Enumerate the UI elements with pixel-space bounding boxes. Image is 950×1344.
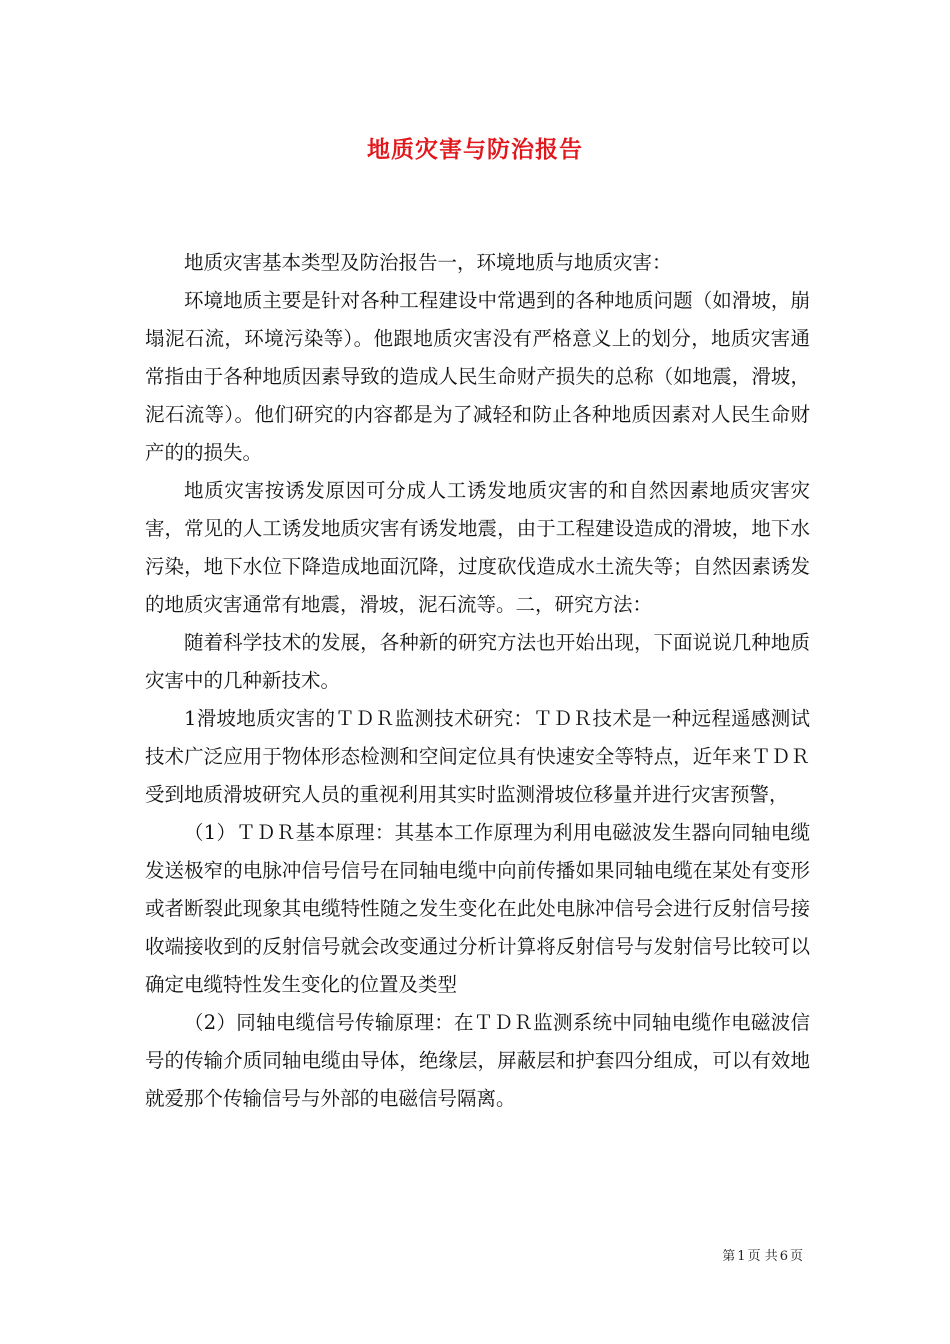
paragraph-tdr-principle: （1）ＴＤＲ基本原理：其基本工作原理为利用电磁波发生器向同轴电缆发送极窄的电脉冲信号信号在同轴电缆中向前传播如果同轴电缆在某处有变形或者断裂此现象其电缆特性随之发生变化在此处电脉冲信号会进行反射信号接收端接收到的反射信号就会改变通过分析计算将反射信号与发射信号比较可以确定电缆特性发生变化的位置及类型 bbox=[145, 821, 810, 996]
total-pages: 6 bbox=[779, 1249, 788, 1264]
paragraph-intro: 地质灾害基本类型及防治报告一，环境地质与地质灾害： bbox=[184, 251, 672, 274]
page-footer bbox=[721, 1248, 804, 1266]
page-middle: 页 共 bbox=[747, 1249, 778, 1264]
paragraph-hazard-types: 地质灾害按诱发原因可分成人工诱发地质灾害的和自然因素地质灾害灾害，常见的人工诱发地质灾害有诱发地震，由于工程建设造成的滑坡，地下水污染，地下水位下降造成地面沉降，过度砍伐造成水土流失等；自然因素诱发的地质灾害通常有地震，滑坡，泥石流等。二，研究方法： bbox=[145, 479, 810, 616]
page-prefix: 第 bbox=[722, 1249, 736, 1264]
page-number: 1 bbox=[737, 1249, 746, 1264]
paragraph-tdr-overview: 1滑坡地质灾害的ＴＤＲ监测技术研究：ＴＤＲ技术是一种远程遥感测试技术广泛应用于物体形态检测和空间定位具有快速安全等特点，近年来ＴＤＲ受到地质滑坡研究人员的重视利用其实时监测滑坡位移量并进行灾害预警， bbox=[145, 707, 810, 806]
document-body bbox=[145, 244, 810, 1118]
document-title: 地质灾害与防治报告 bbox=[367, 136, 583, 163]
page-suffix: 页 bbox=[789, 1249, 803, 1264]
paragraph-new-methods: 随着科学技术的发展，各种新的研究方法也开始出现，下面说说几种地质灾害中的几种新技术。 bbox=[145, 631, 810, 692]
paragraph-environmental-geology: 环境地质主要是针对各种工程建设中常遇到的各种地质问题（如滑坡，崩塌泥石流，环境污染等）。他跟地质灾害没有严格意义上的划分，地质灾害通常指由于各种地质因素导致的造成人民生命财产损失的总称（如地震，滑坡，泥石流等）。他们研究的内容都是为了减轻和防止各种地质因素对人民生命财产的的损失。 bbox=[145, 289, 810, 464]
paragraph-coaxial-cable: （2）同轴电缆信号传输原理：在ＴＤＲ监测系统中同轴电缆作电磁波信号的传输介质同轴电缆由导体，绝缘层，屏蔽层和护套四分组成，可以有效地就爱那个传输信号与外部的电磁信号隔离。 bbox=[145, 1011, 810, 1110]
